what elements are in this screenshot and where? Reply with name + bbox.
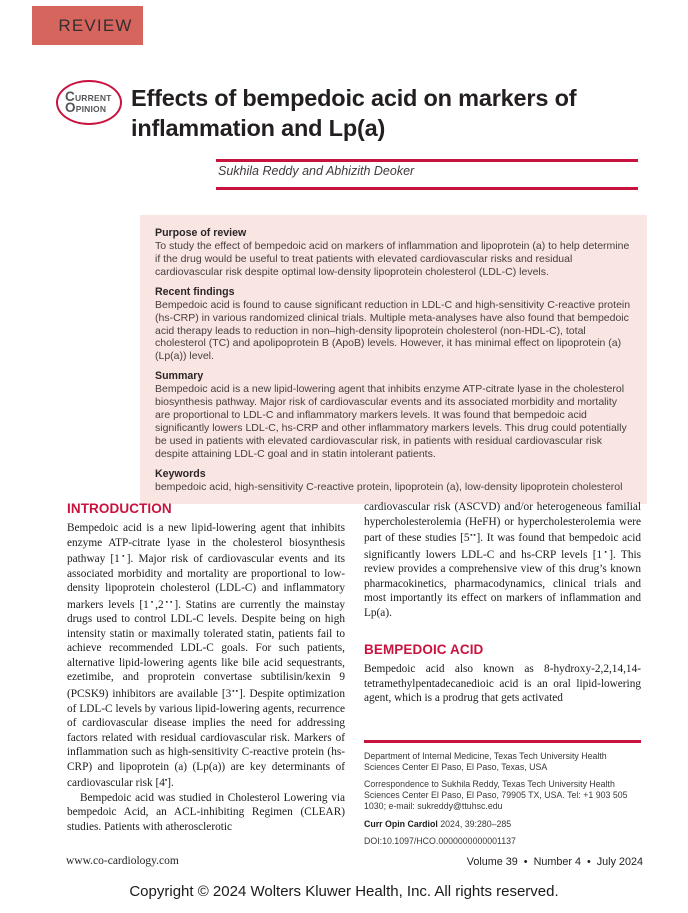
logo-word-opinion: OPINION	[65, 99, 107, 115]
author-rule-top	[216, 159, 638, 162]
abstract-heading-findings: Recent findings	[155, 285, 235, 298]
intro-paragraph-1: Bempedoic acid is a new lipid-lowering agent that inhibits enzyme ATP-citrate lyase in the cholesterol biosynthesis pathway [1▪]. Major risk of cardiovascular events and its associated morbidity and mortality are proportional to low-density lipoprotein cholesterol (LDL-C) and inflammatory markers levels [1▪,2▪▪]. Statins are currently the mainstay drugs used to control LDL-C levels. Despite being on high intensity statin or maximally tolerated statin, patients fail to achieve recommended LDL-C goals. For such patients, alternative lipid-lowering agents like bile acid sequestrants, ezetimibe, and proprotein convertase subtilisin/kexin 9 (PCSK9) inhibitors are available [3▪▪]. Despite optimization of LDL-C levels by various lipid-lowering agents, recurrence of cardiovascular disease implies the need for addressing factors related with residual cardiovascular risk. Markers of inflammation such as high-sensitivity C-reactive protein (hs-CRP) and lipoprotein (a) (Lp(a)) are key determinants of cardiovascular risk [4▪].	[67, 522, 346, 790]
section-heading-bempedoic-acid: BEMPEDOIC ACID	[364, 642, 484, 658]
issue-info: Volume 39 • Number 4 • July 2024	[466, 856, 643, 868]
abstract-text-keywords: bempedoic acid, high-sensitivity C-reactive protein, lipoprotein (a), low-density lipoprotein cholesterol	[155, 480, 623, 493]
author-rule-bottom	[216, 187, 638, 190]
correspondence-text: Correspondence to Sukhila Reddy, Texas Tech University Health Sciences Center El Paso, El Paso, 79905 TX, USA. Tel: +1 903 505 1030; e-mail: sukreddy@ttuhsc.edu	[364, 779, 628, 811]
abstract-heading-keywords: Keywords	[155, 467, 206, 480]
article-title-line2: inflammation and Lp(a)	[131, 115, 386, 141]
article-title	[131, 83, 601, 143]
intro-paragraph-continued: cardiovascular risk (ASCVD) and/or heterogeneous familial hypercholesterolemia (HeFH) or hypercholesterolemia were part of these studies [5▪▪]. It was found that bempedoic acid significantly lowers LDL-C and hs-CRP levels [1▪]. This review provides a comprehensive view of this drug’s known pharmacokinetics, pharmacodynamics, clinical trials and most importantly its effect on markers of inflammation and Lp(a).	[364, 501, 642, 619]
review-type-label: REVIEW	[58, 15, 133, 35]
abstract-box	[140, 215, 647, 504]
journal-website-link: www.co-cardiology.com	[66, 855, 179, 867]
copyright-line: Copyright © 2024 Wolters Kluwer Health, Inc. All rights reserved.	[129, 883, 559, 900]
author-names: Sukhila Reddy and Abhizith Deoker	[218, 164, 415, 178]
section-heading-introduction: INTRODUCTION	[67, 501, 172, 516]
journal-citation	[364, 819, 641, 830]
body-column-right	[364, 500, 641, 706]
abstract-text-summary: Bempedoic acid is a new lipid-lowering agent that inhibits enzyme ATP-citrate lyase in the cholesterol biosynthesis pathway. Major risk of cardiovascular events and its associated morbidity and mortality are proportional to LDL-C and inflammatory markers levels. It was found that bempedoic acid significantly lowers LDL-C, hs-CRP and other inflammatory markers levels. This drug could potentially be used in patients with elevated cardiovascular risk, in patients with residual cardiovascular risk despite attaining LDL-C goal and in statin intolerant patients.	[155, 383, 627, 460]
abstract-heading-summary: Summary	[155, 370, 204, 383]
journal-citation-title: Curr Opin Cardiol	[364, 818, 438, 829]
current-opinion-logo-icon	[56, 80, 122, 125]
abstract-heading-purpose: Purpose of review	[155, 227, 247, 239]
intro-paragraph-2: Bempedoic acid was studied in Cholesterol Lowering via bempedoic Acid, an ACL-inhibiting Regimen (CLEAR) studies. Patients with atherosclerotic	[67, 791, 345, 833]
footnote-block	[364, 740, 641, 854]
abstract-text-findings: Bempedoic acid is found to cause significant reduction in LDL-C and high-sensitivity C-reactive protein (hs-CRP) in various randomized clinical trials. Multiple meta-analyses have also found that bempedoic acid therapy leads to reduction in non–high-density lipoprotein cholesterol (non-HDL-C), total cholesterol (TC) and apolipoprotein B (ApoB) levels. However, it has minimal effect on lipoprotein (a) (Lp(a)) level.	[155, 298, 631, 363]
logo-word-current: CURRENT	[65, 88, 112, 104]
body-column-left	[67, 501, 345, 834]
footnote-rule	[364, 740, 641, 743]
review-type-banner	[32, 6, 143, 45]
bempedoic-acid-paragraph: Bempedoic acid also known as 8-hydroxy-2,2,14,14-tetramethylpentadecanedioic acid is an oral lipid-lowering agent, which is a prodrug that gets activated	[364, 663, 641, 705]
affiliation-text: Department of Internal Medicine, Texas Tech University Health Sciences Center El Paso, El Paso, Texas, USA	[364, 750, 607, 772]
abstract-text-purpose: To study the effect of bempedoic acid on markers of inflammation and lipoprotein (a) to help determine if the drug would be useful to treat patients with elevated cardiovascular risks and residual cardiovascular risk despite optimal low-density lipoprotein cholesterol (LDL-C) levels.	[155, 240, 630, 278]
doi-text: DOI:10.1097/HCO.0000000000001137	[364, 836, 516, 846]
journal-citation-volume: 2024, 39:280–285	[440, 818, 512, 829]
article-title-line1: Effects of bempedoic acid on markers of	[131, 85, 577, 111]
